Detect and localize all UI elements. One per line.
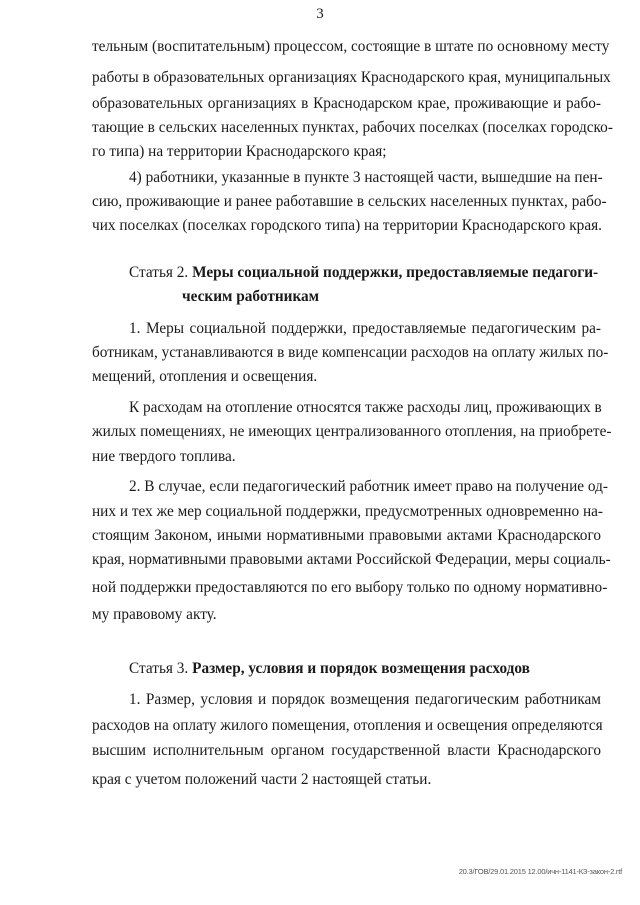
text-line: ной поддержки предоставляются по его выбору только по одному нормативно- bbox=[92, 579, 608, 596]
text-line: ние твердого топлива. bbox=[92, 448, 236, 465]
text-line: тельным (воспитательным) процессом, состоящие в штате по основному месту bbox=[92, 38, 610, 55]
text-line: стоящим Законом, иными нормативными правовыми актами Краснодарского bbox=[92, 527, 601, 544]
text-line: них и тех же мер социальной поддержки, предусмотренных одновременно на- bbox=[92, 503, 604, 520]
article-title-cont: ческим работникам bbox=[182, 288, 320, 305]
text-line: работы в образовательных организациях Краснодарского края, муниципальных bbox=[92, 69, 611, 86]
text-line: 2. В случае, если педагогический работник имеет право на получение од- bbox=[129, 478, 608, 495]
text-line: чих поселках (поселках городского типа) на территории Краснодарского края. bbox=[92, 217, 602, 234]
article-title: Размер, условия и порядок возмещения расходов bbox=[192, 660, 530, 677]
text-line: образовательных организациях в Краснодарском крае, проживающие и рабо- bbox=[92, 95, 601, 112]
file-footer: 20.3/ГОВ/29.01.2015 12.00/ичн-1141-КЗ-закон-2.rtf bbox=[458, 867, 622, 876]
text-line: края, нормативными правовыми актами Российской Федерации, меры социаль- bbox=[92, 551, 611, 568]
article-prefix: Статья 3. bbox=[129, 660, 189, 677]
text-line: расходов на оплату жилого помещения, отопления и освещения определяются bbox=[92, 717, 603, 734]
text-line: му правовому акту. bbox=[92, 606, 217, 623]
text-line: высшим исполнительным органом государственной власти Краснодарского bbox=[92, 742, 601, 759]
text-line: го типа) на территории Краснодарского края; bbox=[92, 143, 387, 160]
text-line: 1. Размер, условия и порядок возмещения педагогическим работникам bbox=[129, 691, 601, 708]
article-heading-line bbox=[129, 659, 601, 679]
page-number: 3 bbox=[316, 6, 324, 22]
text-line: 4) работники, указанные в пункте 3 настоящей части, вышедшие на пен- bbox=[129, 169, 603, 186]
text-line: тающие в сельских населенных пунктах, рабочих поселках (поселках городско- bbox=[92, 119, 613, 136]
text-line: ботникам, устанавливаются в виде компенсации расходов на оплату жилых по- bbox=[92, 344, 609, 361]
text-line: края с учетом положений части 2 настоящей статьи. bbox=[92, 771, 432, 788]
text-line: мещений, отопления и освещения. bbox=[92, 368, 318, 385]
text-line: сию, проживающие и ранее работавшие в сельских населенных пунктах, рабо- bbox=[92, 193, 607, 210]
text-line: жилых помещениях, не имеющих централизованного отопления, на приобрете- bbox=[92, 423, 612, 440]
text-line: 1. Меры социальной поддержки, предоставляемые педагогическим ра- bbox=[129, 320, 601, 337]
text-line: К расходам на отопление относятся также расходы лиц, проживающих в bbox=[129, 399, 602, 416]
article-heading-line bbox=[182, 287, 601, 307]
article-title: Меры социальной поддержки, предоставляемые педагоги- bbox=[192, 264, 599, 281]
article-prefix: Статья 2. bbox=[129, 264, 189, 281]
article-heading-line bbox=[129, 263, 601, 283]
